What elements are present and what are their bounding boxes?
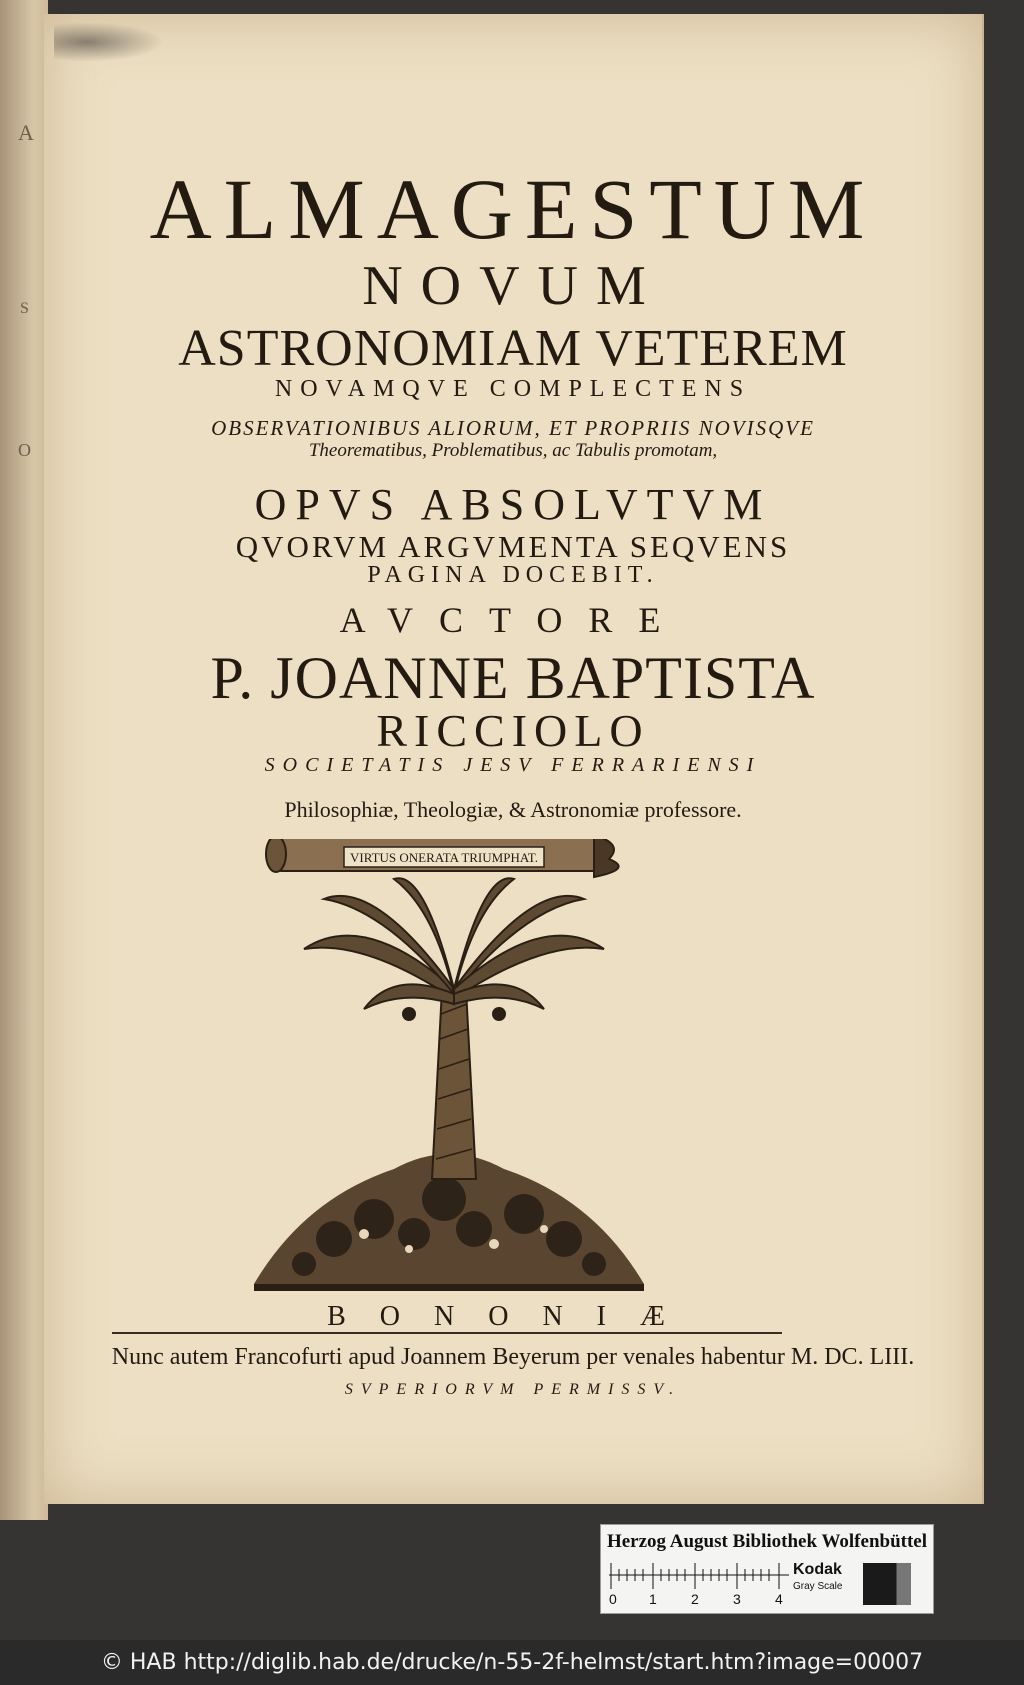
quorum-argumenta: QVORVM ARGVMENTA SEQVENS xyxy=(235,529,791,564)
woodcut-motto: VIRTUS ONERATA TRIUMPHAT. xyxy=(349,850,539,865)
author-profession: Philosophiæ, Theologiæ, & Astronomiæ professore. xyxy=(284,797,742,822)
library-name: Herzog August Bibliothek Wolfenbüttel xyxy=(606,1531,928,1552)
ruler-number: 4 xyxy=(775,1591,783,1607)
gray-scale-label: Gray Scale xyxy=(793,1581,843,1592)
footer-bar xyxy=(0,1640,1024,1685)
imprint: Nunc autem Francofurti apud Joannem Beyerum per venales habentur M. DC. LIII. xyxy=(111,1344,915,1370)
ruler-number: 2 xyxy=(691,1591,699,1607)
gray-swatch xyxy=(863,1563,911,1605)
opus-absolutum: OPVS ABSOLVTVM xyxy=(254,480,772,529)
scale-ruler xyxy=(609,1559,789,1593)
place-of-publication: BONONIÆ xyxy=(327,1301,699,1332)
ruler-number: 0 xyxy=(609,1591,617,1607)
subtitle-astronomiam: ASTRONOMIAM VETEREM xyxy=(178,320,848,377)
ink-stain xyxy=(54,22,164,62)
title-page xyxy=(44,14,984,1504)
ruler-number: 1 xyxy=(649,1591,657,1607)
permission: SVPERIORVM PERMISSV. xyxy=(344,1381,682,1398)
ruler-number: 3 xyxy=(733,1591,741,1607)
prev-page-glyph: O xyxy=(18,440,31,460)
copyright-footer: © HAB http://diglib.hab.de/drucke/n-55-2f-helmst/start.htm?image=00007 xyxy=(100,1650,924,1675)
pagina-docebit: PAGINA DOCEBIT. xyxy=(367,562,659,588)
horizontal-rule xyxy=(112,1332,782,1334)
subtitle-complectens: NOVAMQVE COMPLECTENS xyxy=(274,376,752,402)
library-label xyxy=(600,1524,934,1614)
prev-page-glyph: A xyxy=(18,120,34,145)
prev-page-glyph: S xyxy=(20,300,29,317)
auctore: AVCTORE xyxy=(339,600,687,640)
book-title: ALMAGESTUM xyxy=(149,161,877,257)
woodcut-fronds xyxy=(304,878,604,1009)
author-surname: RICCIOLO xyxy=(376,705,650,756)
kodak-brand: Kodak xyxy=(793,1561,842,1578)
subtitle-observationibus: OBSERVATIONIBUS ALIORUM, ET PROPRIIS NOVISQVE xyxy=(211,416,815,440)
previous-page-edge xyxy=(0,0,48,1520)
author-name: P. JOANNE BAPTISTA xyxy=(210,645,816,711)
palm-tree-woodcut xyxy=(244,839,654,1299)
title-novum: NOVUM xyxy=(362,255,664,317)
subtitle-theorematibus: Theorematibus, Problematibus, ac Tabulis promotam, xyxy=(308,440,718,461)
author-society: SOCIETATIS JESV FERRARIENSI xyxy=(264,754,762,776)
